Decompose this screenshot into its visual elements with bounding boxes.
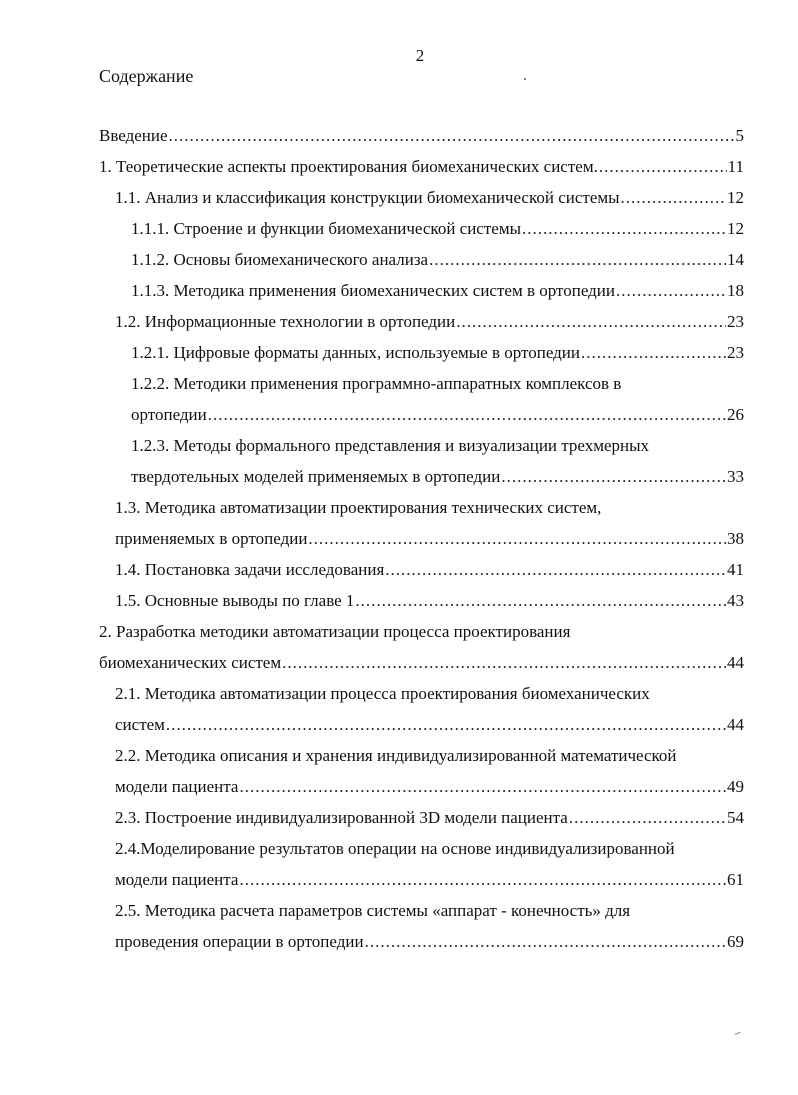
- toc-entry-page: 44: [727, 653, 744, 672]
- toc-entry-title: 1.2. Информационные технологии в ортопедии: [115, 312, 456, 331]
- toc-entry-1-2-3: [131, 465, 744, 489]
- toc-entry-page: 23: [727, 312, 744, 331]
- toc-entry-title: 1.1.2. Основы биомеханического анализа: [131, 250, 429, 269]
- toc-entry-title: 1. Теоретические аспекты проектирования биомеханических систем.: [99, 157, 598, 176]
- page-title: Содержание: [99, 66, 194, 86]
- toc-entry-1-4: [115, 558, 744, 582]
- toc-entry-title: ортопедии: [131, 405, 207, 424]
- leader-dots: [166, 713, 726, 737]
- toc-entry-1-2-3-line1: 1.2.3. Методы формального представления и визуализации трехмерных: [131, 436, 650, 455]
- toc-entry-1-2-1: [131, 341, 744, 365]
- toc-entry-chapter-2: [99, 651, 744, 675]
- page-number: 2: [415, 46, 425, 65]
- toc-entry-page: 11: [727, 157, 744, 176]
- leader-dots: [501, 465, 726, 489]
- toc-entry-1-3: [115, 527, 744, 551]
- toc-entry-1-1: [115, 186, 744, 210]
- toc-entry-page: 49: [727, 777, 744, 796]
- leader-dots: [581, 341, 726, 365]
- toc-entry-page: 26: [727, 405, 744, 424]
- toc-entry-2-5-line1: 2.5. Методика расчета параметров системы «аппарат - конечность» для: [115, 901, 631, 920]
- toc-entry-page: 12: [727, 219, 744, 238]
- toc-entry-1-2-2-line1: 1.2.2. Методики применения программно-аппаратных комплексов в: [131, 374, 622, 393]
- toc-entry-page: 69: [727, 932, 744, 951]
- toc-entry-page: 14: [727, 250, 744, 269]
- leader-dots: [616, 279, 726, 303]
- toc-entry-page: 41: [727, 560, 744, 579]
- toc-entry-introduction: [99, 124, 744, 148]
- toc-entry-page: 5: [735, 126, 744, 145]
- toc-entry-page: 38: [727, 529, 744, 548]
- toc-entry-title: 1.5. Основные выводы по главе 1: [115, 591, 355, 610]
- toc-entry-title: проведения операции в ортопедии: [115, 932, 364, 951]
- leader-dots: [239, 868, 726, 892]
- leader-dots: [522, 217, 726, 241]
- leader-dots: [365, 930, 726, 954]
- toc-entry-2-1: [115, 713, 744, 737]
- toc-entry-page: 54: [727, 808, 744, 827]
- toc-entry-title: твердотельных моделей применяемых в ортопедии: [131, 467, 501, 486]
- toc-entry-2-2: [115, 775, 744, 799]
- toc-entry-2-4: [115, 868, 744, 892]
- toc-entry-title: 1.1.1. Строение и функции биомеханической системы: [131, 219, 522, 238]
- leader-dots: [169, 124, 735, 148]
- leader-dots: [355, 589, 726, 613]
- toc-entry-1-3-line1: 1.3. Методика автоматизации проектирования технических систем,: [115, 498, 602, 517]
- toc-entry-title: 1.4. Постановка задачи исследования: [115, 560, 385, 579]
- toc-entry-title: 2.3. Построение индивидуализированной 3D модели пациента: [115, 808, 568, 827]
- scan-speck: [733, 1029, 740, 1035]
- leader-dots: [599, 155, 727, 179]
- toc-entry-2-2-line1: 2.2. Методика описания и хранения индивидуализированной математической: [115, 746, 677, 765]
- scan-speck: [524, 78, 526, 80]
- leader-dots: [282, 651, 726, 675]
- toc-entry-1-1-2: [131, 248, 744, 272]
- toc-entry-2-4-line1: 2.4.Моделирование результатов операции на основе индивидуализированной: [115, 839, 675, 858]
- toc-entry-title: Введение: [99, 126, 168, 145]
- toc-entry-1-1-1: [131, 217, 744, 241]
- toc-entry-1-1-3: [131, 279, 744, 303]
- toc-entry-page: 61: [727, 870, 744, 889]
- toc-entry-2-1-line1: 2.1. Методика автоматизации процесса проектирования биомеханических: [115, 684, 650, 703]
- leader-dots: [308, 527, 726, 551]
- leader-dots: [456, 310, 726, 334]
- toc-entry-page: 43: [727, 591, 744, 610]
- toc-entry-title: применяемых в ортопедии: [115, 529, 308, 548]
- toc-entry-page: 33: [727, 467, 744, 486]
- toc-entry-page: 23: [727, 343, 744, 362]
- toc-entry-page: 12: [727, 188, 744, 207]
- toc-entry-page: 18: [727, 281, 744, 300]
- toc-entry-title: 1.1.3. Методика применения биомеханических систем в ортопедии: [131, 281, 615, 300]
- toc-entry-chapter-2-line1: 2. Разработка методики автоматизации процесса проектирования: [99, 622, 571, 641]
- toc-entry-title: модели пациента: [115, 777, 239, 796]
- toc-entry-title: биомеханических систем: [99, 653, 282, 672]
- leader-dots: [239, 775, 726, 799]
- toc-entry-page: 44: [727, 715, 744, 734]
- toc-entry-title: 1.2.1. Цифровые форматы данных, используемые в ортопедии: [131, 343, 580, 362]
- toc-entry-2-3: [115, 806, 744, 830]
- toc-entry-2-5: [115, 930, 744, 954]
- toc-entry-title: систем: [115, 715, 165, 734]
- leader-dots: [569, 806, 726, 830]
- toc-entry-1-5: [115, 589, 744, 613]
- toc-entry-1-2: [115, 310, 744, 334]
- leader-dots: [208, 403, 726, 427]
- toc-entry-chapter-1: [99, 155, 744, 179]
- toc-entry-1-2-2: [131, 403, 744, 427]
- toc-entry-title: 1.1. Анализ и классификация конструкции биомеханической системы: [115, 188, 620, 207]
- toc-entry-title: модели пациента: [115, 870, 239, 889]
- leader-dots: [621, 186, 726, 210]
- leader-dots: [429, 248, 726, 272]
- leader-dots: [385, 558, 726, 582]
